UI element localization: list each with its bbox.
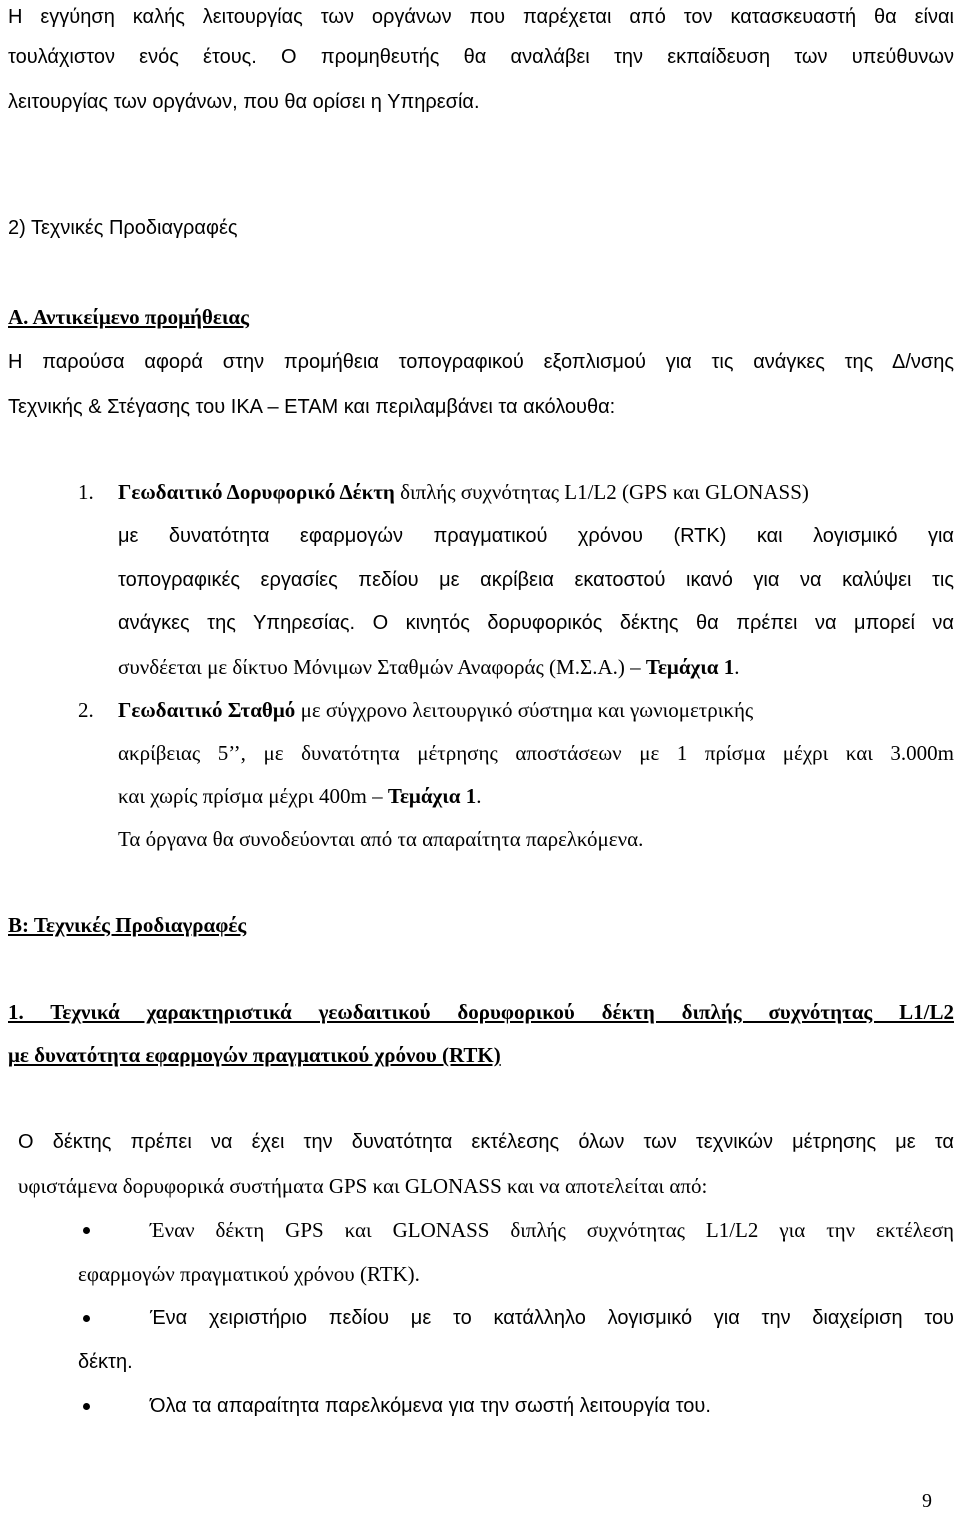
bullet-1-icon <box>83 1227 90 1234</box>
item-1-quantity: Τεμάχια 1 <box>645 655 735 679</box>
item-2-period: . <box>476 784 482 808</box>
bullet-3-line-1: Όλα τα απαραίτητα παρελκόμενα για την σωστή λειτουργία του. <box>150 1395 711 1417</box>
intro-line-3: λειτουργίας των οργάνων, που θα ορίσει η Υπηρεσία. <box>8 91 480 113</box>
item-1-period: . <box>734 655 740 679</box>
item-2-line-3 <box>118 784 482 808</box>
section-a-heading: Α. Αντικείμενο προμήθειας <box>8 305 249 329</box>
bullet-2-icon <box>83 1315 90 1322</box>
bullet-1-line-2: εφαρμογών πραγματικού χρόνου (RTK). <box>78 1262 420 1286</box>
intro-line-2: τουλάχιστον ενός έτους. Ο προμηθευτής θα αναλάβει την εκπαίδευση των υπεύθυνων <box>8 46 954 68</box>
item-1-line-1 <box>118 480 954 504</box>
spec-1-heading-line-2: με δυνατότητα εφαρμογών πραγματικού χρόνου (RTK) <box>8 1043 501 1067</box>
item-2-line-1 <box>118 698 954 722</box>
item-1-line-5 <box>118 655 740 679</box>
item-1-line-3: τοπογραφικές εργασίες πεδίου με ακρίβεια εκατοστού ικανό για να καλύψει τις <box>118 569 954 591</box>
item-2-number: 2. <box>78 698 94 722</box>
section-b-heading: Β: Τεχνικές Προδιαγραφές <box>8 913 247 937</box>
spec-1-heading-line-1: 1. Τεχνικά χαρακτηριστικά γεωδαιτικού δορυφορικού δέκτη διπλής συχνότητας L1/L2 <box>8 1000 954 1024</box>
section-2-title: 2) Τεχνικές Προδιαγραφές <box>8 217 238 239</box>
section-a-line-2: Τεχνικής & Στέγασης του ΙΚΑ – ΕΤΑΜ και περιλαμβάνει τα ακόλουθα: <box>8 396 616 418</box>
receiver-line-1: Ο δέκτης πρέπει να έχει την δυνατότητα εκτέλεσης όλων των τεχνικών μέτρησης με τα <box>18 1131 954 1153</box>
bullet-2-line-2: δέκτη. <box>78 1351 133 1373</box>
bullet-3-icon <box>83 1403 90 1410</box>
item-1-line-4: ανάγκες της Υπηρεσίας. Ο κινητός δορυφορικός δέκτης θα πρέπει να μπορεί να <box>118 612 954 634</box>
item-1-line-1-rest: διπλής συχνότητας L1/L2 (GPS και GLONASS) <box>394 480 809 504</box>
section-a-line-1: Η παρούσα αφορά στην προμήθεια τοπογραφικού εξοπλισμού για τις ανάγκες της Δ/νσης <box>8 351 954 373</box>
item-2-line-2: ακρίβειας 5’’, με δυνατότητα μέτρησης αποστάσεων με 1 πρίσμα μέχρι και 3.000m <box>118 741 954 765</box>
item-1-title: Γεωδαιτικό Δορυφορικό Δέκτη <box>118 480 395 504</box>
bullet-2-line-1: Ένα χειριστήριο πεδίου με το κατάλληλο λογισμικό για την διαχείριση του <box>150 1307 954 1329</box>
item-2-line-3-text: και χωρίς πρίσμα μέχρι 400m – <box>118 784 388 808</box>
item-1-line-5-text: συνδέεται με δίκτυο Μόνιμων Σταθμών Αναφοράς (Μ.Σ.Α.) – <box>118 655 646 679</box>
item-2-title: Γεωδαιτικό Σταθμό <box>118 698 296 722</box>
page-number: 9 <box>922 1490 932 1512</box>
bullet-1-line-1: Έναν δέκτη GPS και GLONASS διπλής συχνότητας L1/L2 για την εκτέλεση <box>150 1218 954 1242</box>
item-2-line-1-rest: με σύγχρονο λειτουργικό σύστημα και γωνιομετρικής <box>295 698 754 722</box>
intro-line-1: Η εγγύηση καλής λειτουργίας των οργάνων που παρέχεται από τον κατασκευαστή θα είναι <box>8 6 954 28</box>
receiver-line-2: υφιστάμενα δορυφορικά συστήματα GPS και GLONASS και να αποτελείται από: <box>18 1174 708 1198</box>
item-1-number: 1. <box>78 480 94 504</box>
item-1-line-2: με δυνατότητα εφαρμογών πραγματικού χρόνου (RTK) και λογισμικό για <box>118 525 954 547</box>
item-2-line-4: Τα όργανα θα συνοδεύονται από τα απαραίτητα παρελκόμενα. <box>118 827 644 851</box>
item-2-quantity: Τεμάχια 1 <box>387 784 477 808</box>
